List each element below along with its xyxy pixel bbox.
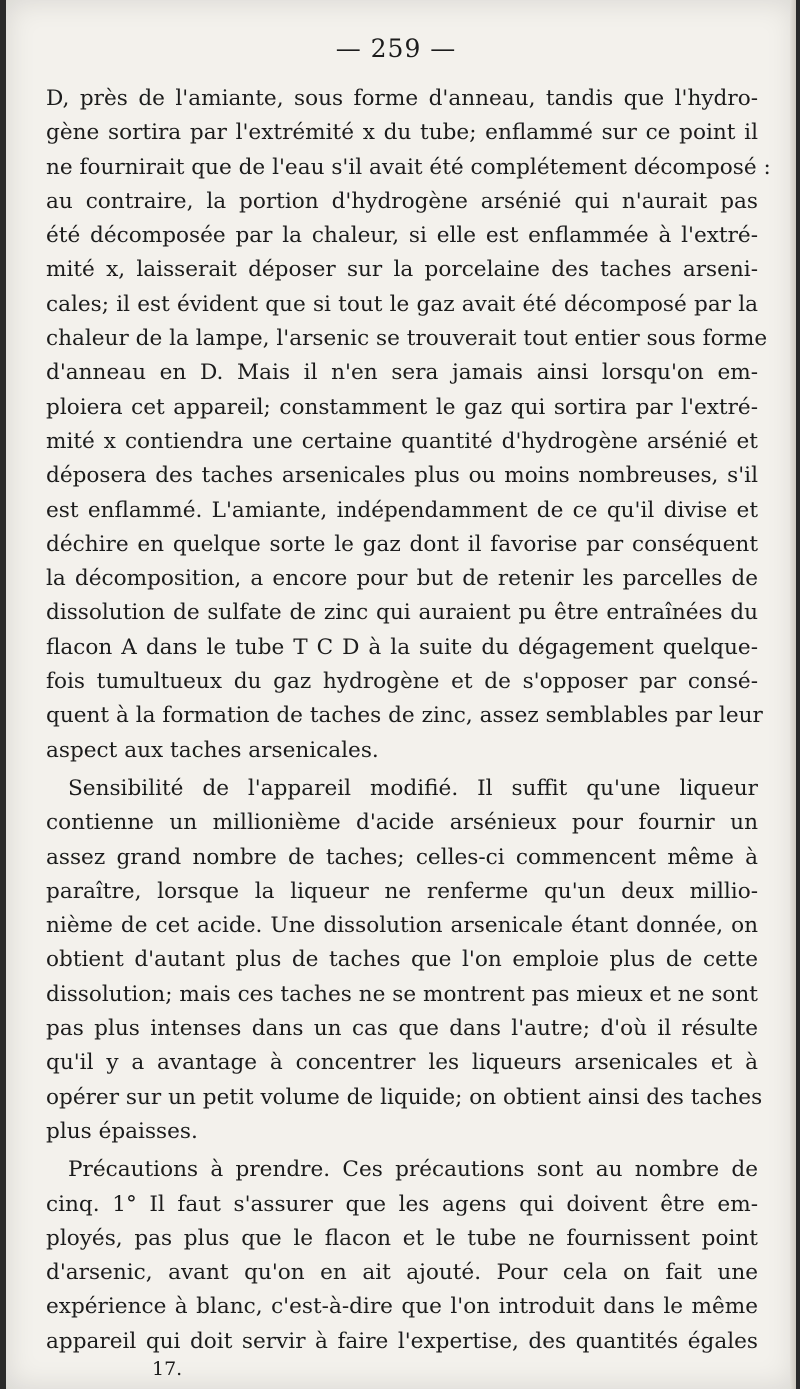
text-line: est enflammé. L'amiante, indépendamment de ce qu'il divise et xyxy=(46,497,758,523)
text-line: pas plus intenses dans un cas que dans l'autre; d'où il résulte xyxy=(46,1016,758,1042)
text-line: contienne un millionième d'acide arsénieux pour fournir un xyxy=(46,810,758,836)
text-line: gène sortira par l'extrémité x du tube; enflammé sur ce point il xyxy=(46,120,758,146)
text-line: au contraire, la portion d'hydrogène arsénié qui n'aurait pas xyxy=(46,188,758,214)
text-line: dissolution de sulfate de zinc qui auraient pu être entraînées du xyxy=(46,600,758,626)
text-line: ploiera cet appareil; constamment le gaz qui sortira par l'extré- xyxy=(46,394,758,420)
text-line: obtient d'autant plus de taches que l'on emploie plus de cette xyxy=(46,947,758,973)
text-line: déchire en quelque sorte le gaz dont il favorise par conséquent xyxy=(46,531,758,557)
text-line: expérience à blanc, c'est-à-dire que l'on introduit dans le même xyxy=(46,1294,758,1320)
text-line: chaleur de la lampe, l'arsenic se trouverait tout entier sous forme xyxy=(46,326,768,352)
text-line: D, près de l'amiante, sous forme d'anneau, tandis que l'hydro- xyxy=(46,86,758,111)
paragraph-heading-line: Sensibilité de l'appareil modifié. Il suffit qu'une liqueur xyxy=(68,775,758,801)
text-line: cinq. 1° Il faut s'assurer que les agens qui doivent être em- xyxy=(46,1191,758,1217)
text-line: opérer sur un petit volume de liquide; on obtient ainsi des taches xyxy=(46,1084,763,1110)
page-number: — 259 — xyxy=(335,34,457,63)
page-edge xyxy=(790,0,796,1389)
text-line: flacon A dans le tube T C D à la suite du dégagement quelque- xyxy=(46,634,758,660)
text-line: cales; il est évident que si tout le gaz avait été décomposé par la xyxy=(46,291,758,317)
text-line: appareil qui doit servir à faire l'expertise, des quantités égales xyxy=(46,1328,758,1354)
text-line: déposera des taches arsenicales plus ou moins nombreuses, s'il xyxy=(46,463,758,489)
text-line: été décomposée par la chaleur, si elle est enflammée à l'extré- xyxy=(46,223,758,249)
signature-mark: 17. xyxy=(152,1358,183,1380)
text-line: paraître, lorsque la liqueur ne renferme qu'un deux millio- xyxy=(46,878,758,904)
text-line: assez grand nombre de taches; celles-ci commencent même à xyxy=(46,844,758,870)
text-line: mité x contiendra une certaine quantité d'hydrogène arsénié et xyxy=(46,428,758,454)
body-text xyxy=(46,82,771,1359)
text-line: mité x, laisserait déposer sur la porcelaine des taches arseni- xyxy=(46,257,758,283)
text-line: d'anneau en D. Mais il n'en sera jamais ainsi lorsqu'on em- xyxy=(46,360,758,386)
text-line: plus épaisses. xyxy=(46,1118,198,1144)
book-page xyxy=(6,0,796,1389)
text-line: ne fournirait que de l'eau s'il avait été complétement décomposé : xyxy=(46,154,771,180)
text-line: la décomposition, a encore pour but de retenir les parcelles de xyxy=(46,566,758,592)
text-line: dissolution; mais ces taches ne se montrent pas mieux et ne sont xyxy=(46,981,758,1007)
text-line: quent à la formation de taches de zinc, assez semblables par leur xyxy=(46,703,763,729)
text-line: fois tumultueux du gaz hydrogène et de s'opposer par consé- xyxy=(46,669,758,695)
text-line: nième de cet acide. Une dissolution arsenicale étant donnée, on xyxy=(46,913,758,939)
text-line: aspect aux taches arsenicales. xyxy=(46,737,379,763)
text-line: qu'il y a avantage à concentrer les liqueurs arsenicales et à xyxy=(46,1050,758,1076)
text-line: ployés, pas plus que le flacon et le tube ne fournissent point xyxy=(46,1225,758,1251)
text-line: d'arsenic, avant qu'on en ait ajouté. Pour cela on fait une xyxy=(46,1260,758,1286)
paragraph-heading-line: Précautions à prendre. Ces précautions sont au nombre de xyxy=(68,1157,758,1183)
